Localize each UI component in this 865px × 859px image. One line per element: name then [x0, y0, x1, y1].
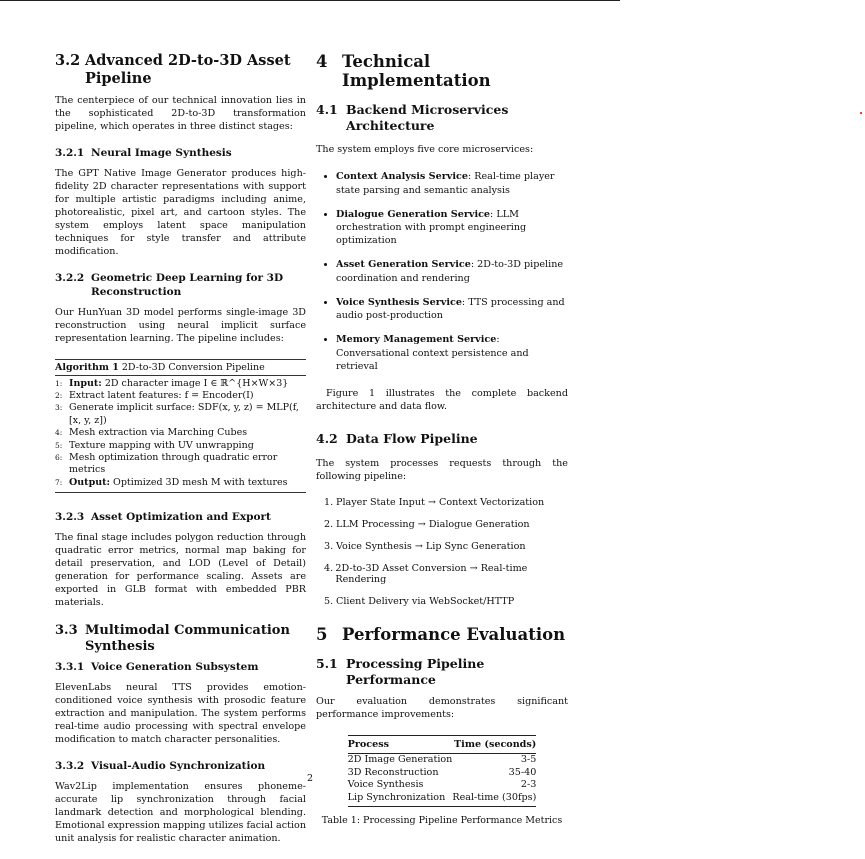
- section-3-2-3-body: The final stage includes polygon reduction through quadratic error metrics, normal map baking for detail preservation, and LOD (Level of Detail) generation for performance scaling. Assets are exported in GLB format with embedded PBR materials.: [55, 531, 306, 608]
- section-3-3-heading: 3.3 Multimodal Communication Synthesis: [55, 622, 290, 655]
- table-cell-process: 3D Reconstruction: [347, 766, 439, 778]
- flow-step: 5. Client Delivery via WebSocket/HTTP: [324, 595, 515, 607]
- algorithm-step: 2: Extract latent features: f = Encoder(I): [55, 390, 254, 402]
- section-5-heading: 5 Performance Evaluation: [316, 624, 566, 644]
- table-cell-process: Voice Synthesis: [347, 779, 424, 791]
- flow-step: 1. Player State Input → Context Vectorization: [324, 496, 545, 508]
- section-4-2-intro: The system processes requests through the following pipeline:: [316, 457, 568, 482]
- section-3-2-3-heading: 3.2.3 Asset Optimization and Export: [55, 510, 271, 523]
- section-3-2-body: The centerpiece of our technical innovation lies in the sophisticated 2D-to-3D transformation pipeline, which operates in three distinct stages:: [55, 95, 306, 133]
- table-row: [348, 754, 537, 767]
- performance-table: [348, 735, 537, 807]
- section-5-1-intro: Our evaluation demonstrates significant performance improvements:: [316, 696, 568, 721]
- section-3-2-2-body: Our HunYuan 3D model performs single-image 3D reconstruction using neural implicit surface representation learning. The pipeline includes:: [55, 306, 306, 344]
- right-column: [316, 52, 568, 826]
- algorithm-step: 4: Mesh extraction via Marching Cubes: [55, 427, 248, 439]
- service-item: • Voice Synthesis Service: TTS processing and audio post-production: [336, 296, 568, 322]
- section-3-3-1-heading: 3.3.1 Voice Generation Subsystem: [55, 661, 259, 674]
- service-item: • Memory Management Service: Conversational context persistence and retrieval: [336, 333, 568, 373]
- red-mark: [860, 112, 862, 114]
- table-cell-process: Lip Synchronization: [348, 792, 453, 807]
- section-3-2-heading: 3.2 Advanced 2D-to-3D Asset Pipeline: [55, 52, 291, 88]
- table-header-row: [348, 736, 537, 754]
- table-header-process: Process: [348, 736, 453, 754]
- algorithm-box: [55, 359, 306, 493]
- table-caption: Table 1: Processing Pipeline Performance Metrics: [321, 815, 563, 827]
- section-3-3-2-body: Wav2Lip implementation ensures phoneme-accurate lip synchronization through facial landmark detection and morphological blending. Emotional expression mapping utilizes facial action unit analysis for realistic character animation.: [55, 780, 307, 844]
- algorithm-step: 1: Input: 2D character image I ∈ ℝ^{H×W×3}: [55, 377, 289, 389]
- section-3-2-1-heading: 3.2.1 Neural Image Synthesis: [55, 147, 232, 160]
- table-cell-time: 3-5: [520, 754, 537, 766]
- algorithm-step: 5: Texture mapping with UV unwrapping: [55, 439, 254, 451]
- algorithm-step: 6: Mesh optimization through quadratic error metrics: [55, 451, 278, 476]
- table-cell-time: 35-40: [508, 766, 537, 778]
- services-list: [316, 170, 568, 373]
- service-item: • Context Analysis Service: Real-time player state parsing and semantic analysis: [336, 170, 568, 196]
- flow-step: 4. 2D-to-3D Asset Conversion → Real-time Rendering: [324, 562, 528, 585]
- algorithm-step: 7: Output: Optimized 3D mesh M with textures: [55, 476, 288, 488]
- data-flow-list: [316, 497, 568, 607]
- table-row: [348, 767, 537, 779]
- section-4-1-outro: Figure 1 illustrates the complete backend architecture and data flow.: [316, 388, 568, 413]
- section-3-3-1-body: ElevenLabs neural TTS provides emotion-conditioned voice synthesis with prosodic feature extraction and manipulation. The system performs real-time audio processing with spectral envelope modification to match character personalities.: [55, 681, 306, 746]
- top-rule: [0, 0, 620, 1]
- table-cell-time: 2-3: [520, 779, 537, 791]
- table-header-time: Time (seconds): [452, 736, 536, 754]
- section-4-2-heading: 4.2 Data Flow Pipeline: [316, 431, 478, 447]
- left-column: [55, 52, 306, 859]
- section-3-2-1-body: The GPT Native Image Generator produces high-fidelity 2D character representations with support for multiple artistic paradigms including anime, photorealistic, pixel art, and cartoon styles. The system employs latent space manipulation techniques for style transfer and attribute modification.: [55, 168, 306, 258]
- table-row: [348, 779, 537, 791]
- algorithm-steps: [55, 376, 306, 492]
- section-4-1-heading: 4.1 Backend Microservices Architecture: [316, 102, 509, 133]
- section-4-1-intro: The system employs five core microservices:: [316, 144, 534, 156]
- section-3-3-2-heading: 3.3.2 Visual-Audio Synchronization: [55, 760, 266, 773]
- flow-step: 3. Voice Synthesis → Lip Sync Generation: [324, 540, 526, 552]
- section-3-2-2-heading: 3.2.2 Geometric Deep Learning for 3D Reconstruction: [55, 272, 284, 298]
- flow-step: 2. LLM Processing → Dialogue Generation: [324, 518, 530, 530]
- table-cell-time: Real-time (30fps): [452, 792, 536, 807]
- table-cell-process: 2D Image Generation: [347, 754, 453, 766]
- section-4-heading: 4 Technical Implementation: [316, 52, 491, 90]
- table-row: [348, 792, 537, 807]
- algorithm-header: Algorithm 1 2D-to-3D Conversion Pipeline: [55, 360, 306, 376]
- service-item: • Asset Generation Service: 2D-to-3D pipeline coordination and rendering: [336, 258, 568, 284]
- service-item: • Dialogue Generation Service: LLM orchestration with prompt engineering optimization: [336, 208, 568, 248]
- section-5-1-heading: 5.1 Processing Pipeline Performance: [316, 655, 485, 687]
- page-number: 2: [307, 773, 314, 784]
- algorithm-step: 3: Generate implicit surface: SDF(x, y, z) = MLP(f, [x, y, z]): [55, 402, 299, 426]
